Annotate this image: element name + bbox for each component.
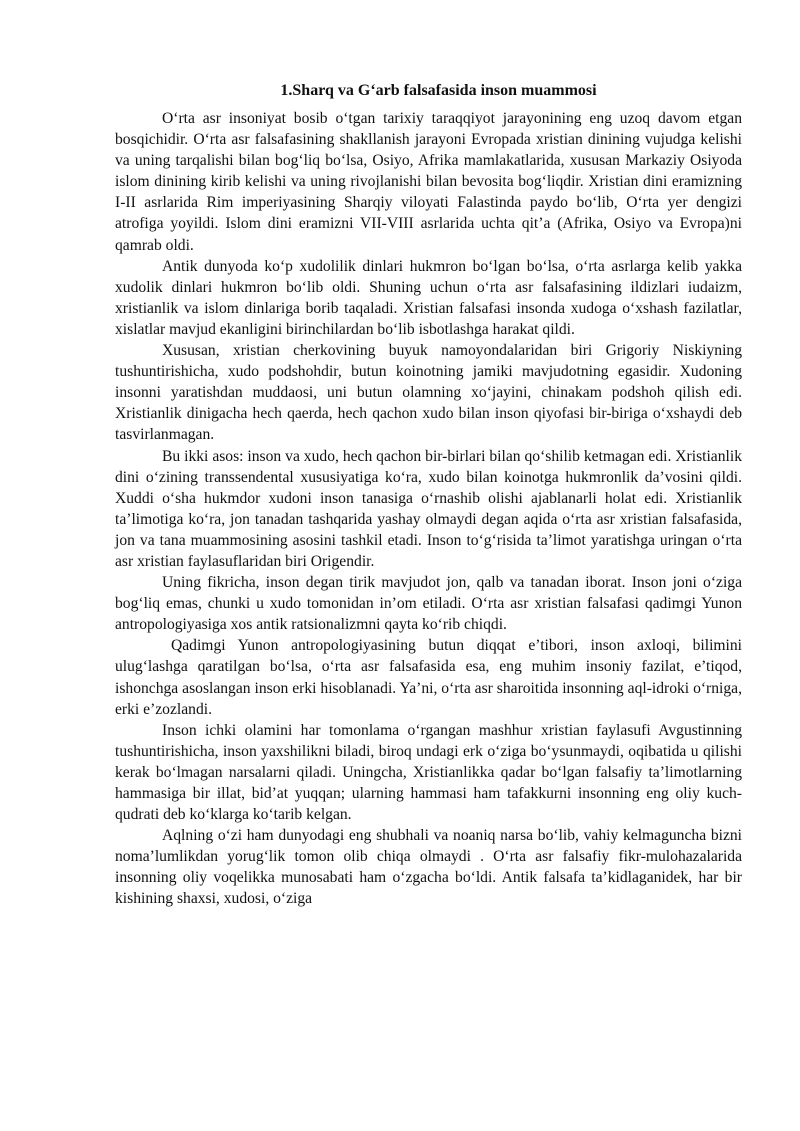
paragraph: Bu ikki asos: inson va xudo, hech qachon bir-birlari bilan qo‘shilib ketmagan edi. Xristianlik dini o‘zining transsendental xususiyatiga ko‘ra, xudo bilan koinotga hukmronlik da’vosini qildi. Xuddi o‘sha hukmdor xudoni inson tanasiga o‘rnashib olishi ajablanarli holat edi. Xristianlik ta’limotiga ko‘ra, jon tanadan tashqarida yashay olmaydi degan aqida o‘rta asr xristian falsafasida, jon va tana muammosining asosini tashkil etadi. Inson to‘g‘risida ta’limot yaratishga uringan o‘rta asr xristian faylasuflaridan biri Origendir.: [115, 447, 742, 570]
paragraph: Xususan, xristian cherkovining buyuk namoyondalaridan biri Grigoriy Niskiyning tushuntirishicha, xudo podshohdir, butun koinotning jamiki mavjudotning egasidir. Xudoning insonni yaratishdan muddaosi, uni butun olamning xo‘jayini, chinakam podshoh qilish edi. Xristianlik dinigacha hech qaerda, hech qachon xudo bilan inson qiyofasi bir-biriga o‘xshaydi deb tasvirlanmagan.: [115, 342, 742, 444]
paragraph: Antik dunyoda ko‘p xudolilik dinlari hukmron bo‘lgan bo‘lsa, o‘rta asrlarga kelib yakka xudolik dinlari hukmron bo‘lib oldi. Shuning uchun o‘rta asr falsafasining ildizlari iudaizm, xristianlik va islom dinlariga borib taqaladi. Xristian falsafasi insonda xudoga o‘xshash fazilatlar, xislatlar mavjud ekanligini birinchilardan bo‘lib isbotlashga harakat qildi.: [115, 257, 742, 338]
paragraph: Uning fikricha, inson degan tirik mavjudot jon, qalb va tanadan iborat. Inson joni o‘ziga bog‘liq emas, chunki u xudo tomonidan in’om etiladi. O‘rta asr xristian falsafasi qadimgi Yunon antropologiyasiga xos antik ratsionalizmni qayta ko‘rib chiqdi.: [115, 574, 742, 634]
paragraph: Inson ichki olamini har tomonlama o‘rgangan mashhur xristian faylasufi Avgustinning tushuntirishicha, inson yaxshilikni biladi, biroq undagi erk o‘ziga bo‘ysunmaydi, oqibatida u qilishi kerak bo‘lmagan narsalarni qiladi. Uningcha, Xristianlikka qadar bo‘lgan falsafiy ta’limotlarning hammasiga bir illat, bid’at yuqqan; ularning hammasi ham tafakkurni insonning eng oliy kuch-qudrati deb ko‘klarga ko‘tarib kelgan.: [115, 721, 742, 824]
document-body: [115, 80, 742, 910]
paragraph: Qadimgi Yunon antropologiyasining butun diqqat e’tibori, inson axloqi, bilimini ulug‘lashga qaratilgan bo‘lsa, o‘rta asr falsafasida esa, eng muhim insoniy fazilat, e’tiqod, ishonchga asoslangan inson erki hisoblanadi. Ya’ni, o‘rta asr sharoitida insonning aql-idroki o‘rniga, erki e’zozlandi.: [115, 637, 742, 718]
document-title: 1.Sharq va G‘arb falsafasida inson muammosi: [280, 82, 597, 99]
paragraph: O‘rta asr insoniyat bosib o‘tgan tarixiy taraqqiyot jarayonining eng uzoq davom etgan bosqichidir. O‘rta asr falsafasining shakllanish jarayoni Evropada xristian dinining vujudga kelishi va uning tarqalishi bilan bog‘liq bo‘lsa, Osiyo, Afrika mamlakatlarida, xususan Markaziy Osiyoda islom dinining kirib kelishi va uning rivojlanishi bilan bevosita bog‘liqdir. Xristian dini eramizning I-II asrlarida Rim imperiyasining Sharqiy viloyati Falastinda paydo bo‘lib, O‘rta yer dengizi atrofiga yoyildi. Islom dini eramizni VII-VIII asrlarida uchta qit’a (Afrika, Osiyo va Evropa)ni qamrab oldi.: [115, 110, 742, 254]
paragraph: Aqlning o‘zi ham dunyodagi eng shubhali va noaniq narsa bo‘lib, vahiy kelmaguncha bizni noma’lumlikdan yorug‘lik tomon olib chiqa olmaydi . O‘rta asr falsafiy fikr-mulohazalarida insonning oliy voqelikka munosabati ham o‘zgacha bo‘ldi. Antik falsafa ta’kidlaganidek, har bir kishining shaxsi, xudosi, o‘ziga: [115, 827, 742, 908]
